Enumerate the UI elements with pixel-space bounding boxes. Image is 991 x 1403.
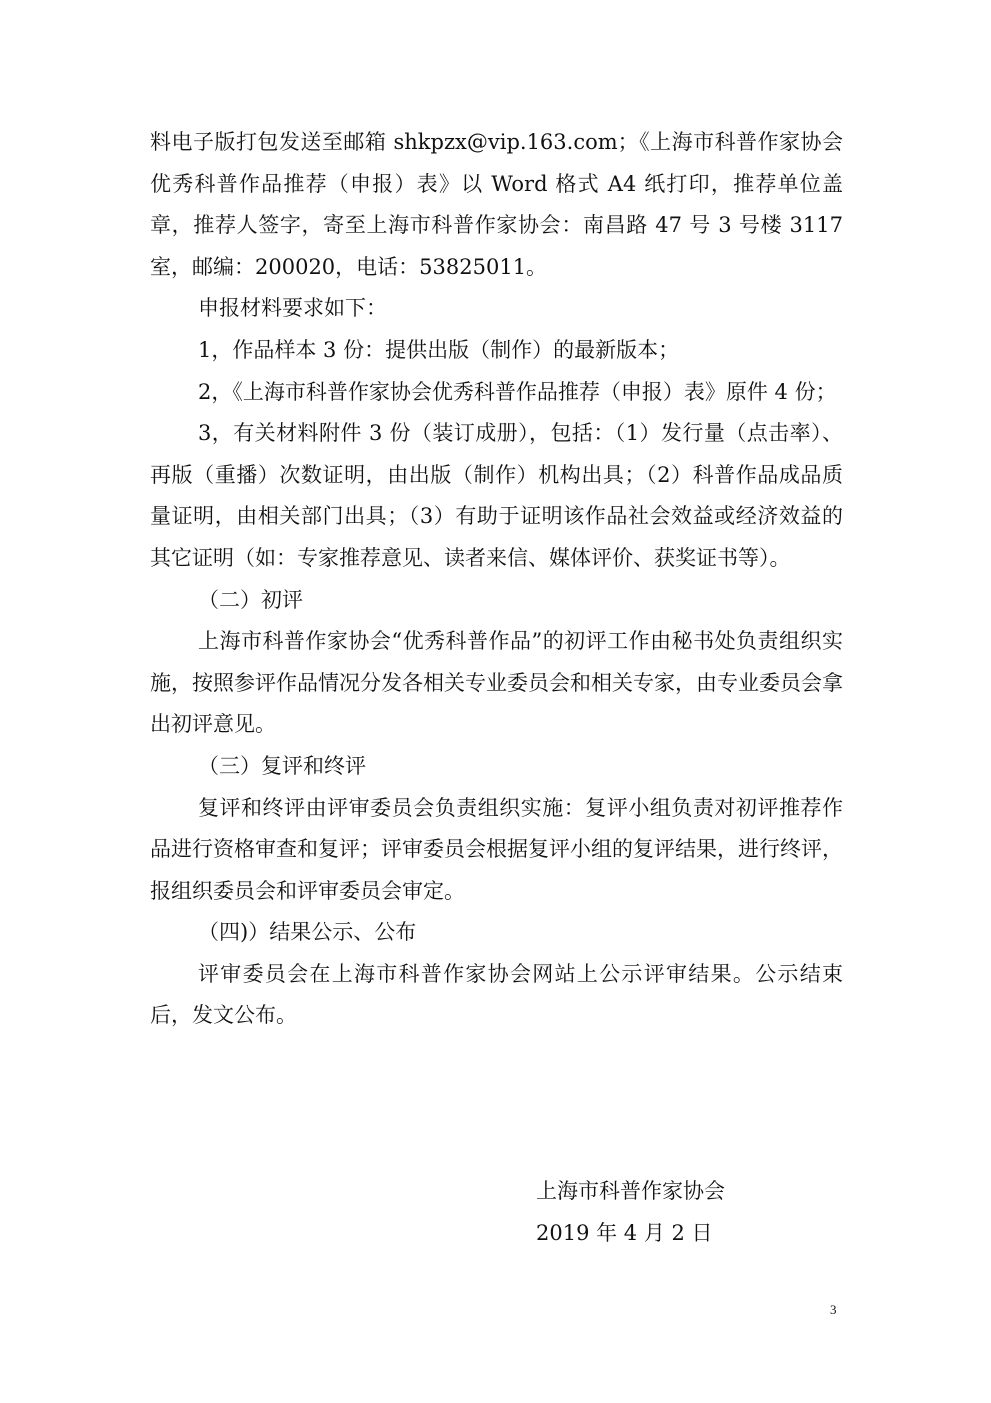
paragraph-preliminary-review: 上海市科普作家协会“优秀科普作品”的初评工作由秘书处负责组织实施，按照参评作品情况分发各相关专业委员会和相关专家，由专业委员会拿出初评意见。	[150, 629, 843, 737]
paragraph-final-review: 复评和终评由评审委员会负责组织实施：复评小组负责对初评推荐作品进行资格审查和复评；评审委员会根据复评小组的复评结果，进行终评，报组织委员会和评审委员会审定。	[150, 795, 843, 903]
paragraph-submission-address: 料电子版打包发送至邮箱 shkpzx@vip.163.com；《上海市科普作家协会优秀科普作品推荐（申报）表》以 Word 格式 A4 纸打印，推荐单位盖章，推荐人签字，寄至上海市科普作家协会：南昌路 47 号 3 号楼 3117 室，邮编：200020，电话：53825011。	[150, 130, 843, 279]
heading-final-review: （三）复评和终评	[198, 753, 366, 778]
paragraph-results-announcement: 评审委员会在上海市科普作家协会网站上公示评审结果。公示结束后，发文公布。	[150, 961, 843, 1028]
page-number: 3	[830, 1302, 837, 1317]
paragraph-item-1: 1，作品样本 3 份：提供出版（制作）的最新版本；	[198, 337, 680, 362]
paragraph-item-3: 3，有关材料附件 3 份（装订成册），包括：（1）发行量（点击率）、再版（重播）次数证明，由出版（制作）机构出具；（2）科普作品成品质量证明，由相关部门出具；（3）有助于证明该作品社会效益或经济效益的其它证明（如：专家推荐意见、读者来信、媒体评价、获奖证书等）。	[150, 421, 843, 570]
signature-block	[536, 1170, 725, 1254]
heading-results-announcement: （四)）结果公示、公布	[198, 920, 417, 945]
signature-organization: 上海市科普作家协会	[536, 1179, 725, 1203]
paragraph-materials-intro: 申报材料要求如下：	[198, 296, 387, 321]
signature-date: 2019 年 4 月 2 日	[536, 1221, 713, 1245]
paragraph-item-2: 2，《上海市科普作家协会优秀科普作品推荐（申报）表》原件 4 份；	[198, 379, 837, 404]
document-body	[150, 122, 843, 1037]
heading-preliminary-review: （二）初评	[198, 587, 303, 612]
